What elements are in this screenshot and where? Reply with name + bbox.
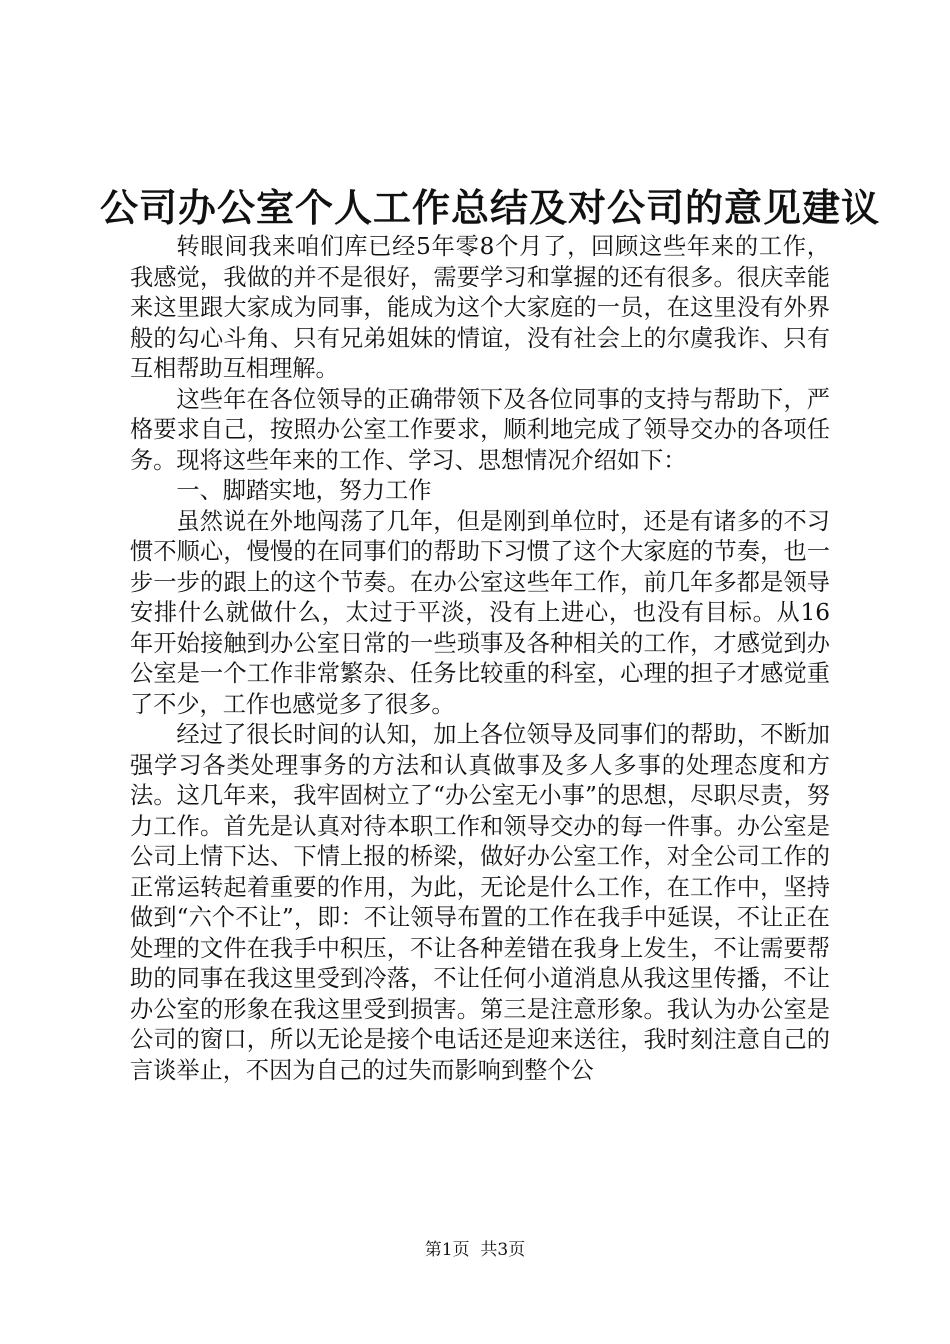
paragraph-intro: 转眼间我来咱们库已经5年零8个月了，回顾这些年来的工作，我感觉，我做的并不是很好，需要学习和掌握的还有很多。很庆幸能来这里跟大家成为同事，能成为这个大家庭的一员，在这里没有外界般的勾心斗角、只有兄弟姐妹的情谊，没有社会上的尔虞我诈、只有互相帮助互相理解。 xyxy=(130,233,830,382)
page-footer: 第1页 共3页 xyxy=(424,1240,526,1260)
paragraph-section-1a: 虽然说在外地闯荡了几年，但是刚到单位时，还是有诸多的不习惯不顺心，慢慢的在同事们的帮助下习惯了这个大家庭的节奏，也一步一步的跟上的这个节奏。在办公室这些年工作，前几年多都是领导安排什么就做什么，太过于平淡，没有上进心，也没有目标。从16年开始接触到办公室日常的一些琐事及各种相关的工作，才感觉到办公室是一个工作非常繁杂、任务比较重的科室，心理的担子才感觉重了不少，工作也感觉多了很多。 xyxy=(130,507,830,718)
section-heading-1: 一、脚踏实地，努力工作 xyxy=(176,477,432,504)
paragraph-overview: 这些年在各位领导的正确带领下及各位同事的支持与帮助下，严格要求自己，按照办公室工作要求，顺利地完成了领导交办的各项任务。现将这些年来的工作、学习、思想情况介绍如下： xyxy=(130,385,830,474)
page-title: 公司办公室个人工作总结及对公司的意见建议 xyxy=(100,185,881,230)
document-body xyxy=(130,232,830,1086)
paragraph-section-1b: 经过了很长时间的认知，加上各位领导及同事们的帮助，不断加强学习各类处理事务的方法和认真做事及多人多事的处理态度和方法。这几年来，我牢固树立了“办公室无小事”的思想，尽职尽责，努力工作。首先是认真对待本职工作和领导交办的每一件事。办公室是公司上情下达、下情上报的桥梁，做好办公室工作，对全公司工作的正常运转起着重要的作用，为此，无论是什么工作，在工作中，坚持做到“六个不让”，即：不让领导布置的工作在我手中延误，不让正在处理的文件在我手中积压，不让各种差错在我身上发生，不让需要帮助的同事在我这里受到冷落，不让任何小道消息从我这里传播，不让办公室的形象在我这里受到损害。第三是注意形象。我认为办公室是公司的窗口，所以无论是接个电话还是迎来送往，我时刻注意自己的言谈举止，不因为自己的过失而影响到整个公 xyxy=(130,721,830,1084)
